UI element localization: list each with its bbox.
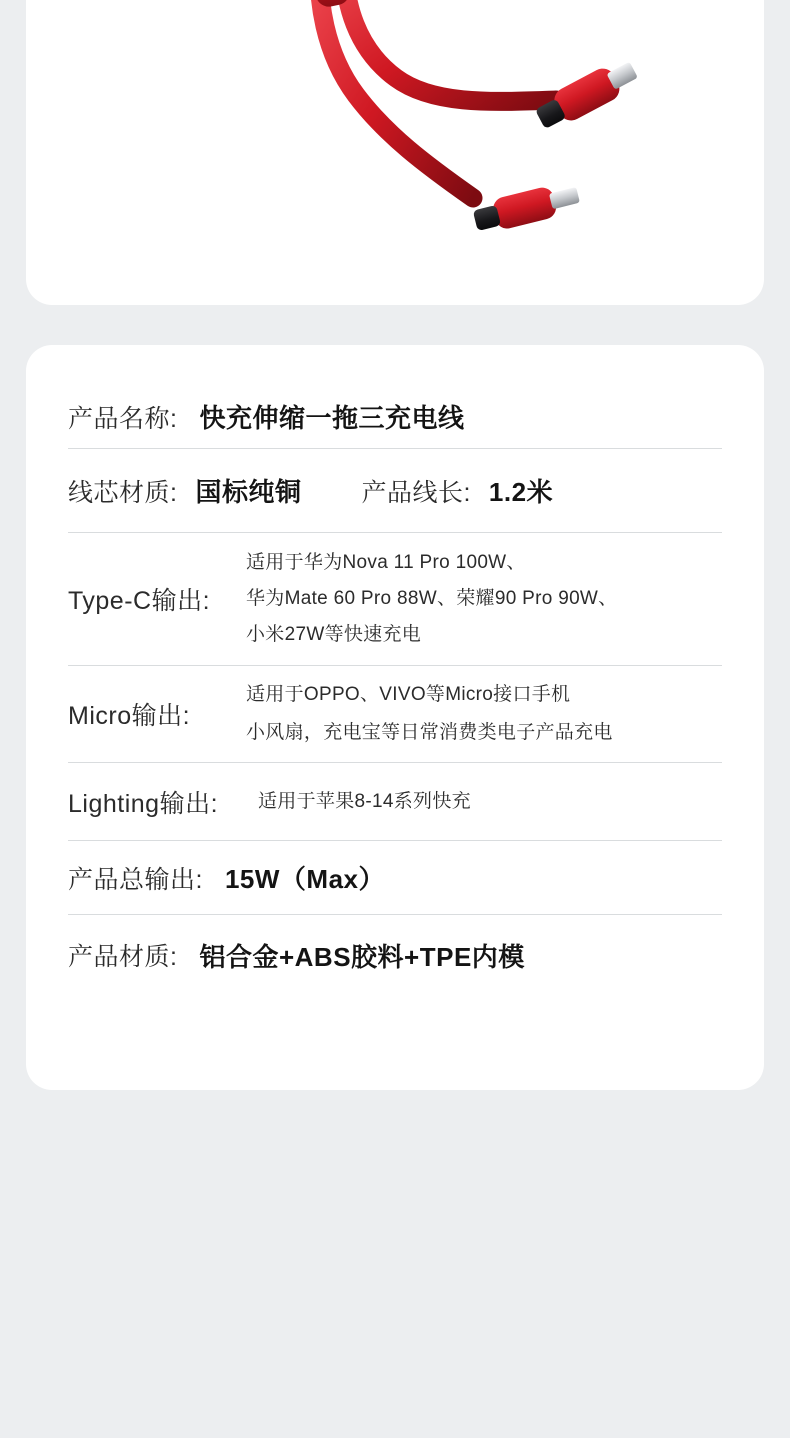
charging-cable-illustration [26, 0, 764, 305]
spec-value: 铝合金+ABS胶料+TPE内模 [199, 941, 525, 972]
spec-row-typec-output [68, 533, 722, 666]
spec-label: 产品总输出: [68, 865, 203, 894]
spec-label: Type-C输出: [68, 587, 211, 615]
spec-row-lighting-output [68, 763, 722, 841]
spec-row-micro-output [68, 666, 722, 763]
spec-label: 线芯材质: [68, 478, 178, 507]
spec-value-line: 小米27W等快速充电 [246, 624, 422, 645]
spec-row-product-material [68, 915, 722, 995]
spec-value-secondary: 1.2米 [488, 477, 554, 507]
spec-label: Lighting输出: [68, 789, 219, 818]
spec-value: 快充伸缩一拖三充电线 [199, 403, 465, 433]
spec-label-secondary: 产品线长: [361, 478, 471, 507]
spec-value-line: 适用于OPPO、VIVO等Micro接口手机 [246, 684, 571, 705]
spec-row-product-name [68, 345, 722, 449]
spec-value-line: 小风扇，充电宝等日常消费类电子产品充电 [246, 722, 613, 743]
spec-value-line: 华为Mate 60 Pro 88W、荣耀90 Pro 90W、 [246, 588, 618, 609]
spec-value: 15W（Max） [224, 864, 385, 894]
spec-value-line: 适用于华为Nova 11 Pro 100W、 [246, 552, 526, 573]
spec-value: 国标纯铜 [195, 477, 302, 507]
spec-label: Micro输出: [68, 702, 191, 730]
spec-value-group [246, 545, 617, 653]
spec-value-line: 适用于苹果8-14系列快充 [258, 790, 471, 812]
spec-label: 产品材质: [68, 943, 178, 971]
spec-label: 产品名称: [68, 404, 178, 433]
spec-row-total-output [68, 841, 722, 915]
spec-row-core-material [68, 449, 722, 533]
spec-value-group [246, 676, 613, 752]
product-image-card [26, 0, 764, 305]
specification-card [26, 345, 764, 1090]
spec-value-group [258, 784, 471, 820]
